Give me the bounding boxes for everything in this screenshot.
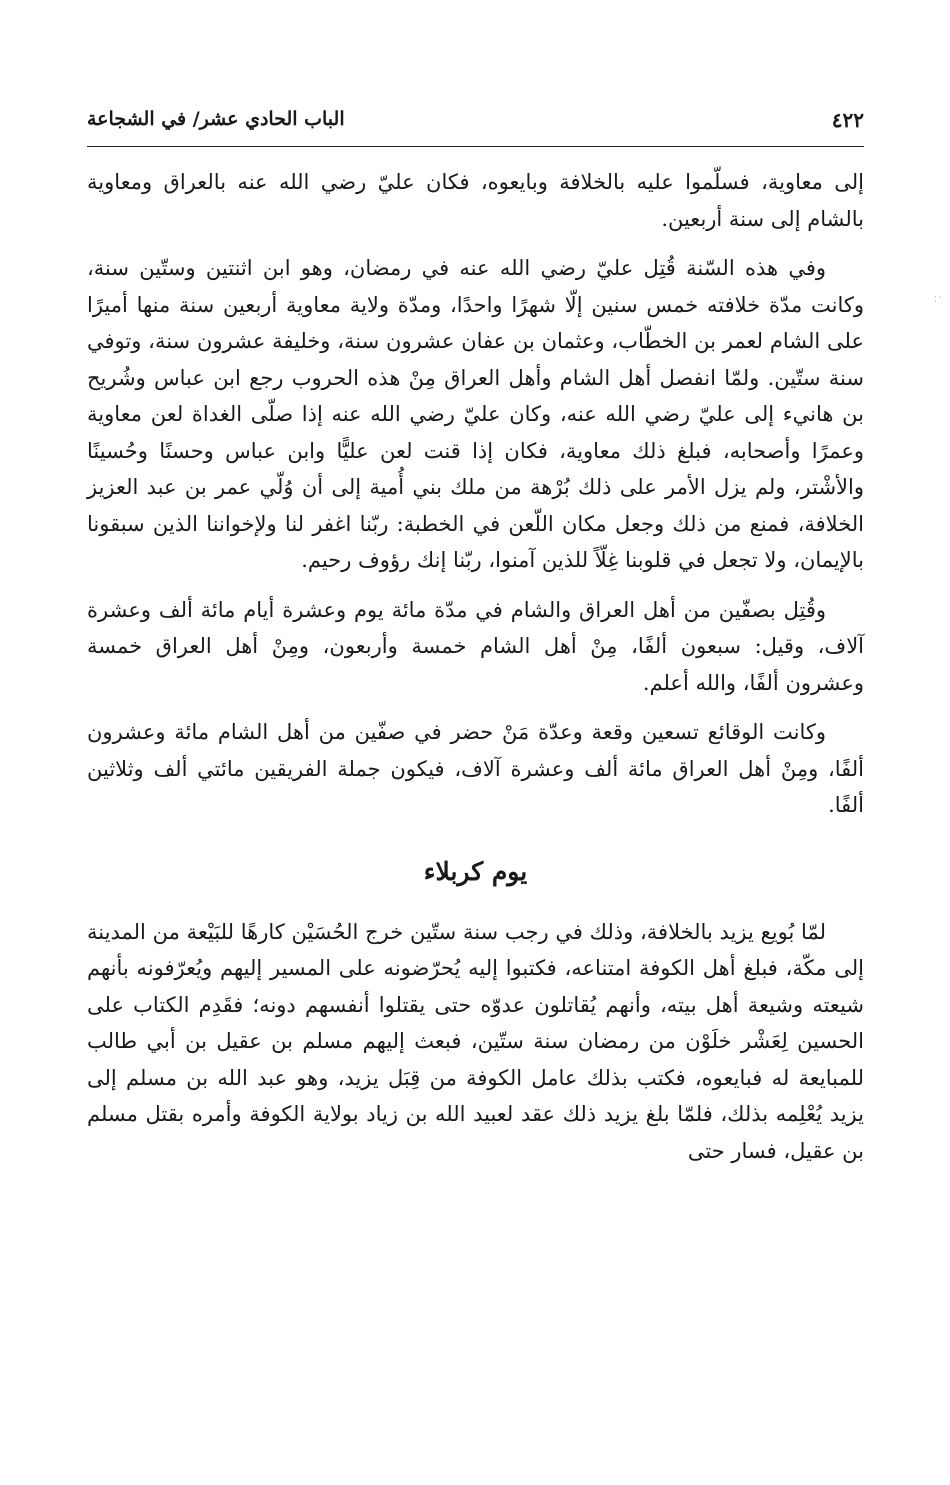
main-text xyxy=(87,164,864,1182)
paragraph: لمّا بُويع يزيد بالخلافة، وذلك في رجب سنة ستّين خرج الحُسَيْن كارهًا للبَيْعة من المدينة إلى مكّة، فبلغ أهل الكوفة امتناعه، فكتبوا إليه يُحرّضونه على المسير إليهم ويُعرّفونه بأنهم شيعته وشيعة أهل بيته، وأنهم يُقاتلون عدوّه حتى يقتلوا أنفسهم دونه؛ فقَدِم الكتاب على الحسين لِعَشْر خلَوْن من رمضان سنة ستّين، فبعث إليهم مسلم بن عقيل بن أبي طالب للمبايعة له فبايعوه، فكتب بذلك عامل الكوفة من قِبَل يزيد، وهو عبد الله بن مسلم إلى يزيد يُعْلِمه بذلك، فلمّا بلغ يزيد ذلك عقد لعبيد الله بن زياد بولاية الكوفة وأمره بقتل مسلم بن عقيل، فسار حتى xyxy=(87,919,864,1163)
paragraph: إلى معاوية، فسلّموا عليه بالخلافة وبايعوه، فكان عليّ رضي الله عنه بالعراق ومعاوية بالشام إلى سنة أربعين. xyxy=(87,170,864,231)
scan-margin-mark: · · · xyxy=(934,293,942,306)
paragraph: وفي هذه السّنة قُتِل عليّ رضي الله عنه في رمضان، وهو ابن اثنتين وستّين سنة، وكانت مدّة خلافته خمس سنين إلّا شهرًا واحدًا، ومدّة ولاية معاوية أربعين سنة منها أميرًا على الشام لعمر بن الخطّاب، وعثمان بن عفان عشرون سنة، وخليفة عشرون سنة، وتوفي سنة ستّين. ولمّا انفصل أهل الشام وأهل العراق مِنْ هذه الحروب رجع ابن عباس وشُريح بن هانيء إلى عليّ رضي الله عنه، وكان عليّ رضي الله عنه إذا صلّى الغداة لعن معاوية وعمرًا وأصحابه، فبلغ ذلك معاوية، فكان إذا قنت لعن عليًّا وابن عباس وحسنًا وحُسينًا والأشْتر، ولم يزل الأمر على ذلك بُرْهة من ملك بني أُمية إلى أن وُلّي عمر بن عبد العزيز الخلافة، فمنع من ذلك وجعل مكان اللّعن في الخطبة: ربّنا اغفر لنا ولإخواننا الذين سبقونا بالإيمان، ولا تجعل في قلوبنا غِلّاً للذين آمنوا، ربّنا إنك رؤوف رحيم. xyxy=(87,256,864,572)
page-number: ٤٢٢ xyxy=(831,108,864,132)
paragraph: وقُتِل بصفّين من أهل العراق والشام في مدّة مائة يوم وعشرة أيام مائة ألف وعشرة آلاف، وقيل: سبعون ألفًا، مِنْ أهل الشام خمسة وأربعون، ومِنْ أهل العراق خمسة وعشرون ألفًا، والله أعلم. xyxy=(87,597,864,695)
page-header xyxy=(87,108,864,138)
section-heading: يوم كربلاء xyxy=(423,856,528,886)
running-title: الباب الحادي عشر/ في الشجاعة xyxy=(87,108,345,130)
header-divider xyxy=(87,146,864,147)
paragraph: وكانت الوقائع تسعين وقعة وعدّة مَنْ حضر في صفّين من أهل الشام مائة وعشرون ألفًا، ومِنْ أهل العراق مائة ألف وعشرة آلاف، فيكون جملة الفريقين مائتي ألف وثلاثين ألفًا. xyxy=(87,720,864,817)
